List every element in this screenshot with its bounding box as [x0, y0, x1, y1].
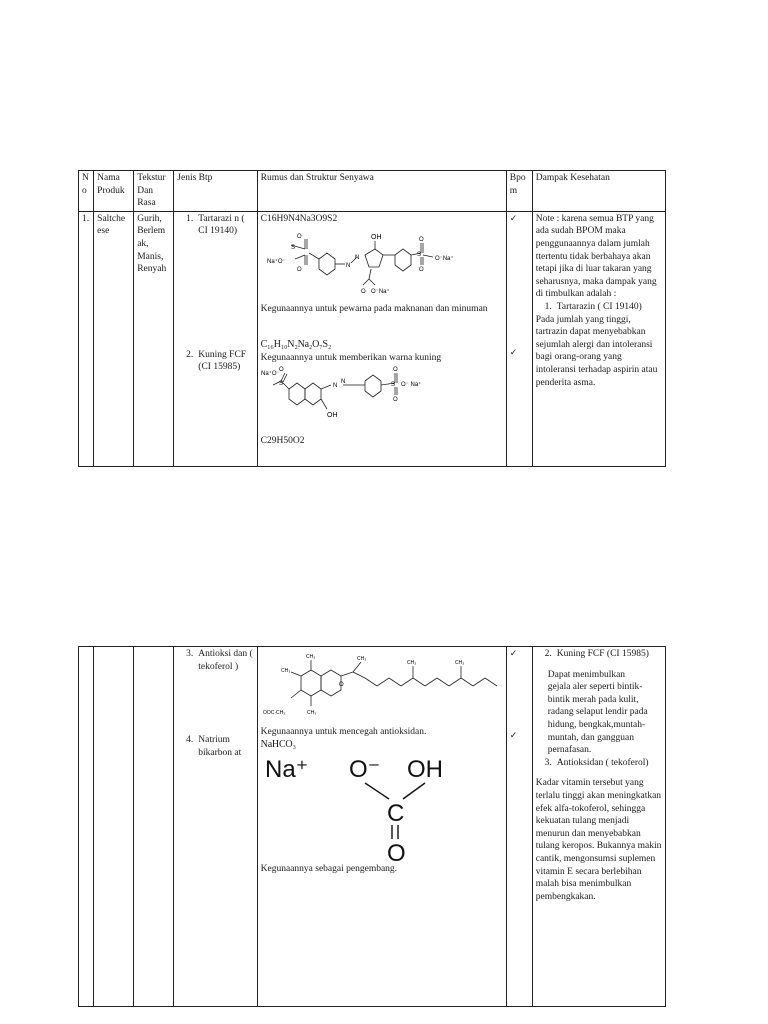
header-bpom: Bpo m [506, 171, 532, 212]
svg-text:O: O [360, 289, 366, 296]
cell-rumus [257, 211, 506, 466]
bicarbonate-o-minus: O⁻ [348, 756, 381, 784]
svg-text:N: N [354, 255, 360, 262]
bpom-check-icon: ✓ [509, 649, 518, 659]
dampak-item-kuning-fcf: 2. Kuning FCF (CI 15985) [544, 649, 649, 659]
bicarbonate-c: C [386, 800, 405, 828]
svg-text:O: O [296, 234, 302, 241]
bicarbonate-o: O [386, 840, 406, 864]
svg-text:S: S [390, 381, 395, 388]
header-nama-produk: Nama Produk [94, 171, 134, 212]
use-antioksidan: Kegunaannya untuk mencegah antioksidan. [260, 727, 427, 737]
use-natrium-bikarbonat: Kegunaannya sebagai pengembang. [260, 864, 398, 875]
table-header-row [79, 171, 666, 212]
svg-text:CH₃: CH₃ [306, 710, 316, 716]
tartrazine-structure [261, 225, 483, 297]
svg-text:S: S [290, 245, 295, 252]
cell-jenis [174, 647, 257, 1007]
tocopherol-ester: OOC·CH₃ [262, 710, 285, 716]
jenis-item-antioksidan: 3. Antioksi dan ( tekoferol ) [186, 649, 253, 672]
cell-rumus [257, 647, 506, 1007]
tartrazine-right-group: O⁻Na⁺ [434, 256, 454, 263]
tocopherol-structure [261, 648, 501, 726]
svg-text:S: S [278, 380, 283, 387]
cell-produk: Saltche ese [94, 211, 134, 466]
btp-table-1 [78, 170, 666, 467]
svg-text:S: S [416, 252, 421, 259]
header-dampak: Dampak Kesehatan [532, 171, 665, 212]
header-rumus: Rumus dan Struktur Senyawa [257, 171, 506, 212]
formula-kuning-fcf: C₁₆H₁₀N₂Na₂O₇S₂ [260, 339, 332, 351]
sunset-right-group: O⁻ Na⁺ [400, 381, 422, 388]
tocopherol-methyl: CH₃ [305, 654, 315, 660]
cell-tekstur: Gurih, Berlem ak, Manis, Renyah [134, 211, 174, 466]
svg-text:N: N [332, 382, 338, 389]
cell-dampak [532, 647, 665, 1007]
formula-tartrazine: C16H9N4Na3O9S2 [260, 213, 338, 224]
dampak-desc-tartrazine: Pada jumlah yang tinggi, tartrazin dapat menyebabkan sejumlah alergi dan intoleransi bagi orang-orang yang intoleransi terhadap aspirin atau penderita asma. [535, 314, 658, 388]
cell-dampak [532, 211, 665, 466]
svg-text:CH₃: CH₃ [280, 668, 290, 674]
jenis-item-tartrazine: 1. Tartarazi n ( CI 19140) [186, 213, 245, 237]
formula-extra: C29H50O2 [260, 435, 305, 446]
use-kuning-fcf: Kegunaannya untuk memberikan warna kuning [260, 352, 442, 363]
bpom-check-icon: ✓ [509, 213, 518, 224]
bicarbonate-structure [261, 751, 481, 863]
dampak-desc-antioksidan: Kadar vitamin tersebut yang terlalu tinggi akan meningkatkan efek alfa-tokoferol, sehingga kekuatan tulang menjadi menurun dan menyebabkan tulang keropos. Bukannya makin cantik, mengonsumsi suplemen vitamin E secara berlebihan malah bisa menimbulkan pembengkakan. [535, 778, 662, 902]
sunset-oh: OH [326, 411, 338, 419]
table-row [79, 647, 666, 1007]
header-tekstur: Tekstur Dan Rasa [134, 171, 174, 212]
btp-table-2 [78, 646, 666, 1007]
formula-nahco3: NaHCO₃ [260, 738, 296, 750]
dampak-note: Note : karena semua BTP yang ada sudah BPOM maka penggunaannya dalam jumlah ttertentu tidak berbahaya akan tetapi jika di luar takaran yang seharusnya, maka dampak yang di timbulkan adalah : [535, 213, 657, 300]
bpom-check-icon: ✓ [509, 731, 518, 741]
bicarbonate-na: Na⁺ [264, 756, 309, 784]
cell-produk [94, 647, 134, 1007]
svg-text:CH₃: CH₃ [356, 656, 366, 662]
cell-no [79, 647, 94, 1007]
dampak-item-tartrazine: 1. Tartarazin ( CI 19140) [544, 301, 642, 312]
cell-tekstur [134, 647, 174, 1007]
jenis-item-natrium-bikarbonat: 4. Natrium bikarbon at [186, 735, 242, 758]
cell-no: 1. [79, 211, 94, 466]
bpom-check-icon: ✓ [509, 347, 518, 358]
svg-text:N: N [340, 378, 346, 385]
cell-bpom [506, 211, 532, 466]
svg-text:N: N [345, 263, 351, 270]
tartrazine-bottom-group: O⁻Na⁺ [370, 289, 390, 296]
table-row [79, 211, 666, 466]
jenis-item-kuning-fcf: 2. Kuning FCF (CI 15985) [186, 349, 247, 373]
svg-text:O: O [296, 267, 302, 274]
svg-text:O: O [418, 267, 424, 274]
svg-text:O: O [418, 237, 424, 244]
svg-text:CH₃: CH₃ [406, 660, 416, 666]
cell-bpom [506, 647, 532, 1007]
bicarbonate-oh: OH [406, 756, 443, 784]
sunset-yellow-structure [261, 365, 483, 427]
svg-text:O: O [392, 396, 398, 403]
tartrazine-left-group: Na⁺O⁻ [266, 259, 286, 266]
dampak-item-antioksidan: 3. Antioksidan ( tekoferol) [544, 757, 649, 768]
header-no: N o [79, 171, 94, 212]
svg-text:O: O [392, 366, 398, 373]
svg-text:O: O [338, 682, 344, 688]
tartrazine-oh: OH [370, 234, 382, 242]
cell-jenis [174, 211, 257, 466]
use-tartrazine: Kegunaannya untuk pewarna pada maknanan dan minuman [260, 304, 488, 315]
svg-text:O: O [278, 366, 284, 373]
header-jenis-btp: Jenis Btp [174, 171, 257, 212]
dampak-desc-kuning-fcf: Dapat menimbulkan gejala aler seperti bintik-bintik merah pada kulit, radang selaput lendir pada hidung, bengkak,muntah-muntah, dan gangguan pernafasan. [547, 669, 648, 756]
sunset-left-group: Na⁺O⁻ [260, 370, 280, 377]
svg-text:CH₃: CH₃ [454, 660, 464, 666]
